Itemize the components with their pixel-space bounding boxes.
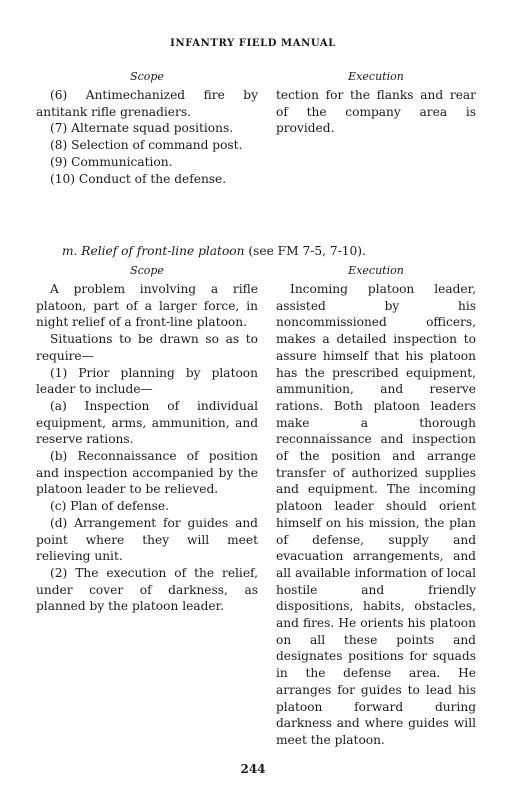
subsection-reference: (see FM 7-5, 7-10). xyxy=(244,244,366,258)
execution-label: Execution xyxy=(348,70,404,83)
scope-item: (6) Antimechanized fire by antitank rifle grenadiers. xyxy=(36,88,258,119)
scope-item: (10) Conduct of the defense. xyxy=(50,171,227,186)
scope-item: (9) Communication. xyxy=(50,154,173,169)
scope-item: (c) Plan of defense. xyxy=(50,499,169,514)
scope-item: A problem involving a rifle platoon, part of a larger force, in night relief of a front-line platoon. xyxy=(36,282,258,330)
scope-item: (a) Inspection of individual equipment, arms, ammunition, and reserve rations. xyxy=(36,398,258,447)
execution-label: Execution xyxy=(348,264,404,277)
scope-item: (7) Alternate squad positions. xyxy=(50,121,234,136)
scope-item: (2) The execution of the relief, under cover of darkness, as planned by the platoon leader. xyxy=(36,565,258,614)
execution-column-1 xyxy=(276,70,476,137)
scope-item: (1) Prior planning by platoon leader to include— xyxy=(36,365,258,397)
scope-item: (d) Arrangement for guides and point where they will meet relieving unit. xyxy=(36,515,258,564)
scope-column-2 xyxy=(36,264,258,615)
execution-text: tection for the flanks and rear of the company area is provided. xyxy=(276,88,476,136)
scope-column-1 xyxy=(36,70,258,187)
page-number: 244 xyxy=(240,762,266,776)
scope-label: Scope xyxy=(130,70,164,83)
running-header: INFANTRY FIELD MANUAL xyxy=(170,38,336,49)
scope-item: (b) Reconnaissance of position and inspection accompanied by the platoon leader to be relieved. xyxy=(36,449,258,497)
scope-item: (8) Selection of command post. xyxy=(50,138,243,153)
scope-item: Situations to be drawn so as to require— xyxy=(36,332,258,363)
execution-text: Incoming platoon leader, assisted by his noncommissioned officers, makes a detailed inspection to assure himself that his platoon has the prescribed equipment, ammunition, and reserve rations. Both platoon leaders make a thorough reconnaissance and inspection of the position and arrange transfer of authorized supplies and equipment. The incoming platoon leader should orient himself on his mission, the plan of defense, supply and evacuation arrangements, and all available information of local hostile and friendly dispositions, habits, obstacles, and fires. He orients his platoon on all these points and designates positions for squads in the defense area. He arranges for guides to lead his platoon forward during darkness and where guides will meet the platoon. xyxy=(276,282,476,747)
subsection-title: m. Relief of front-line platoon xyxy=(62,244,245,258)
execution-column-2 xyxy=(276,264,476,749)
scope-label: Scope xyxy=(130,264,164,277)
subsection-heading xyxy=(62,244,482,258)
